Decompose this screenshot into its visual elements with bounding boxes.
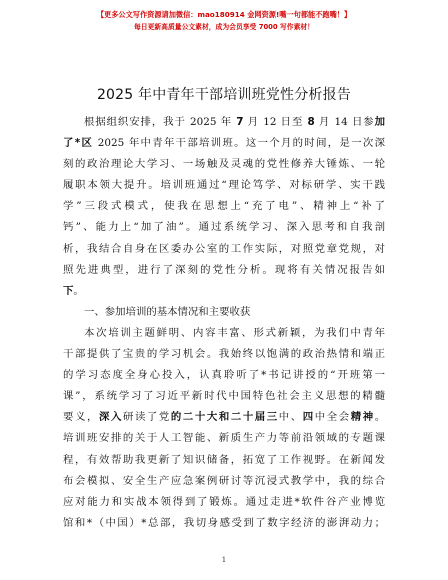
banner-line-1: 【更多公文写作资源请加微信：mao180914 金网资源!嘴一句都能不跑嘴！】: [96, 10, 352, 19]
text-line: 布会模拟、安全生产应急案例研讨等沉浸式教学中，我的综合: [63, 474, 385, 487]
text-line: 钙”、能力上“加了油”。通过系统学习、深入思考和自我剖: [63, 221, 385, 234]
text-line: 要义，深入研读了党的二十大和二十届三中、四中全会精神。: [63, 411, 385, 424]
watermark-banner: [0, 8, 448, 34]
text-line: 照先进典型，进行了深刻的党性分析。现将有关情况报告如: [63, 263, 385, 276]
text-line: 本次培训主题鲜明、内容丰富、形式新颖，为我们中青年: [84, 326, 385, 339]
text-line: 根据组织安排，我于 2025 年 7 月 12 日至 8 月 14 日参加: [84, 116, 385, 128]
text-line: 了*区 2025 年中青年干部培训班。这一个月的时间，是一次深: [63, 137, 385, 150]
text-line: 程，有效帮助我更新了知识储备，拓宽了工作视野。在新闻发: [63, 453, 385, 466]
text-line: 课”，系统学习了习近平新时代中国特色社会主义思想的精髓: [63, 390, 385, 403]
paragraph-1: [63, 112, 385, 302]
document-body: [63, 112, 385, 534]
text-line: 干部提供了宝贵的学习机会。我始终以饱满的政治热情和端正: [63, 348, 385, 361]
text-line: 培训班安排的关于人工智能、新质生产力等前沿领域的专题课: [63, 432, 385, 445]
text-line: 的学习态度全身心投入，认真聆听了*书记讲授的“开班第一: [63, 369, 385, 382]
text-line: 下。: [63, 284, 84, 297]
text-line: 刻的政治理论大学习、一场触及灵魂的党性修养大锤炼、一轮: [63, 158, 385, 171]
text-line: 馆和*（中国）*总部，我切身感受到了数字经济的澎湃动力；: [63, 516, 385, 529]
section-heading-1: 一、参加培训的基本情况和主要收获: [84, 305, 251, 318]
text-line: 应对能力和实战本领得到了锻炼。通过走进*软件谷产业博览: [63, 495, 385, 508]
document-title: 2025 年中青年干部培训班党性分析报告: [96, 87, 352, 103]
paragraph-2: [63, 323, 385, 534]
page-number: 1: [221, 556, 227, 564]
banner-line-2: 每日更新高质量公文素材，成为会员享受 7000 写作素材！: [134, 23, 314, 31]
text-line: 析，我结合自身在区委办公室的工作实际，对照党章党规，对: [63, 242, 385, 255]
text-line: 学”三段式模式，使我在思想上“充了电”、精神上“补了: [63, 200, 385, 213]
text-line: 履职本领大提升。培训班通过“理论笃学、对标研学、实干践: [63, 179, 385, 192]
